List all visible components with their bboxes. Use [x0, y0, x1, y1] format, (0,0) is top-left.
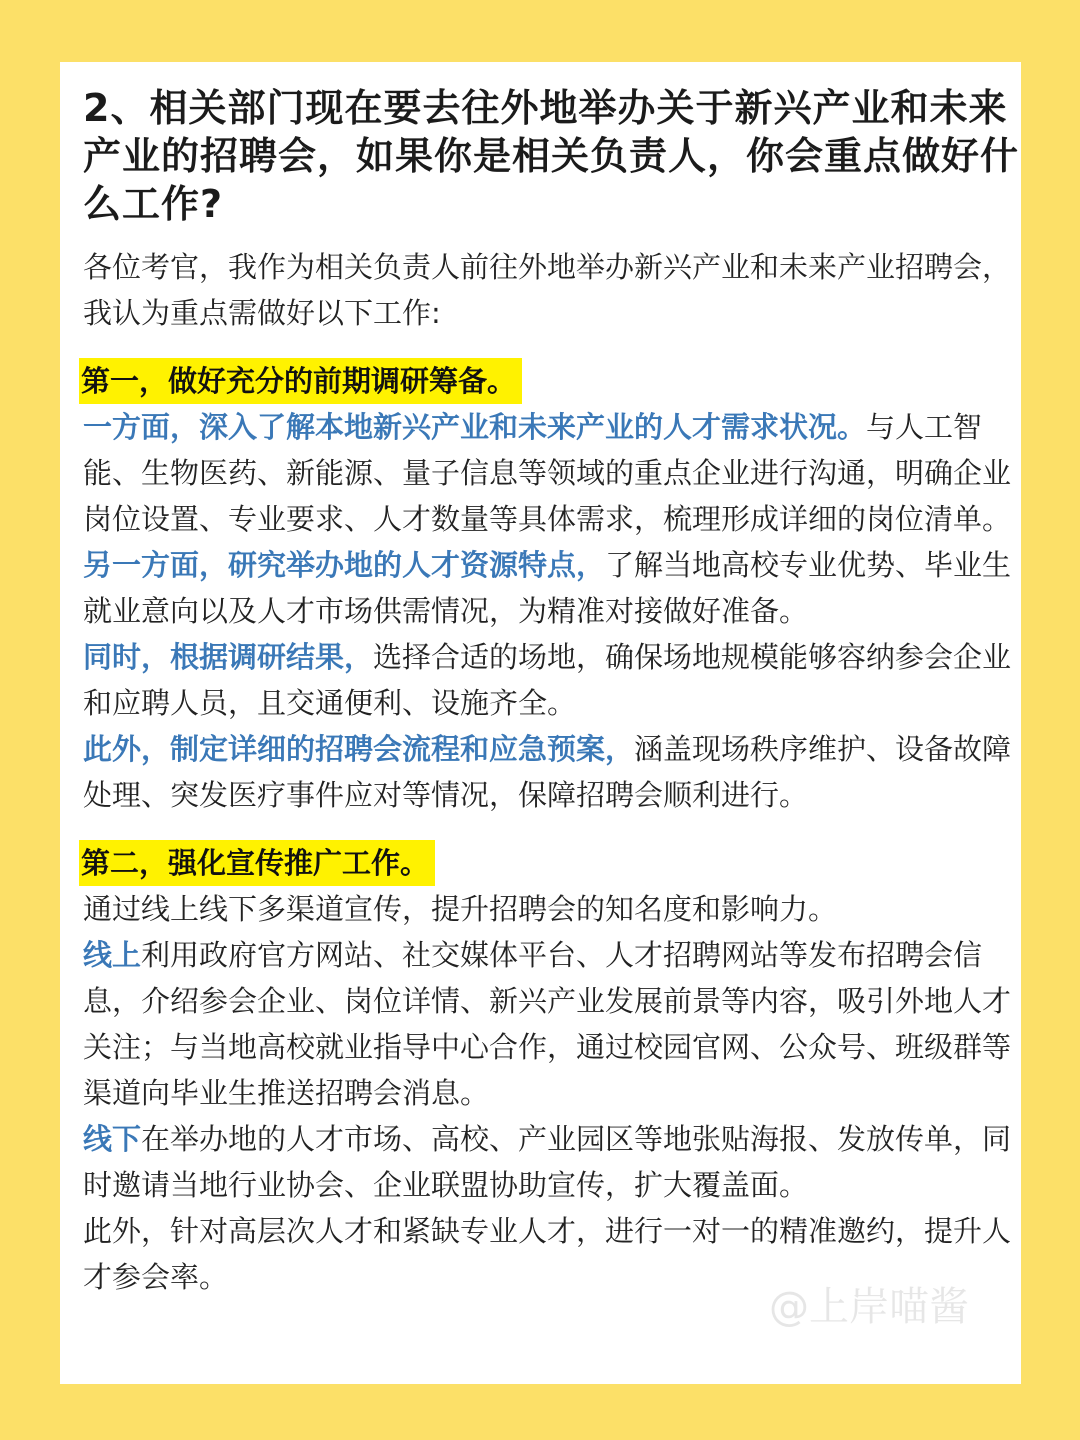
section2-paragraph-2	[83, 1116, 1021, 1208]
section1-p4-lead: 此外，制定详细的招聘会流程和应急预案，	[83, 732, 635, 766]
section1-paragraph-2	[83, 542, 1021, 634]
section1-p2-text: 了解当地高校专业优势、毕业生就业意向以及人才市场供需情况，为精准对接做好准备。	[83, 548, 1012, 628]
spacer	[83, 818, 1021, 840]
section2-paragraph-3: 此外，针对高层次人才和紧缺专业人才，进行一对一的精准邀约，提升人才参会率。	[83, 1214, 1012, 1294]
section2-paragraph-1	[83, 932, 1021, 1116]
section1-p1-lead: 一方面，深入了解本地新兴产业和未来产业的人才需求状况。	[83, 410, 867, 444]
section2-p2-text: 在举办地的人才市场、高校、产业园区等地张贴海报、发放传单，同时邀请当地行业协会、企业联盟协助宣传，扩大覆盖面。	[83, 1122, 1012, 1202]
section1-paragraph-3	[83, 634, 1021, 726]
intro-paragraph: 各位考官，我作为相关负责人前往外地举办新兴产业和未来产业招聘会，我认为重点需做好以下工作:	[83, 250, 1012, 330]
section2-heading-line	[83, 840, 1021, 886]
section1-p4-text: 涵盖现场秩序维护、设备故障处理、突发医疗事件应对等情况，保障招聘会顺利进行。	[83, 732, 1012, 812]
section1-p3-lead: 同时，根据调研结果，	[83, 640, 374, 674]
page-title: 2、相关部门现在要去往外地举办关于新兴产业和未来产业的招聘会，如果你是相关负责人，你会重点做好什么工作?	[83, 86, 1020, 226]
section1-paragraph-4	[83, 726, 1021, 818]
watermark: @上岸喵酱	[769, 1284, 969, 1330]
section1-paragraph-1	[83, 404, 1021, 542]
section2-heading: 第二，强化宣传推广工作。	[79, 840, 435, 886]
section2-paragraph-0: 通过线上线下多渠道宣传，提升招聘会的知名度和影响力。	[83, 892, 838, 926]
section1-p1-text: 与人工智能、生物医药、新能源、量子信息等领域的重点企业进行沟通，明确企业岗位设置、专业要求、人才数量等具体需求，梳理形成详细的岗位清单。	[83, 410, 1012, 536]
section1-p3-text: 选择合适的场地，确保场地规模能够容纳参会企业和应聘人员，且交通便利、设施齐全。	[83, 640, 1012, 720]
section2-p2-lead: 线下	[83, 1122, 142, 1156]
content-card	[60, 62, 1021, 1384]
spacer	[83, 336, 1021, 358]
section2-p1-lead: 线上	[83, 938, 142, 972]
section1-heading: 第一，做好充分的前期调研筹备。	[79, 358, 522, 404]
section2-p1-text: 利用政府官方网站、社交媒体平台、人才招聘网站等发布招聘会信息，介绍参会企业、岗位详情、新兴产业发展前景等内容，吸引外地人才关注；与当地高校就业指导中心合作，通过校园官网、公众号、班级群等渠道向毕业生推送招聘会消息。	[83, 938, 1012, 1110]
section1-p2-lead: 另一方面，研究举办地的人才资源特点，	[83, 548, 606, 582]
section1-heading-line	[83, 358, 1021, 404]
